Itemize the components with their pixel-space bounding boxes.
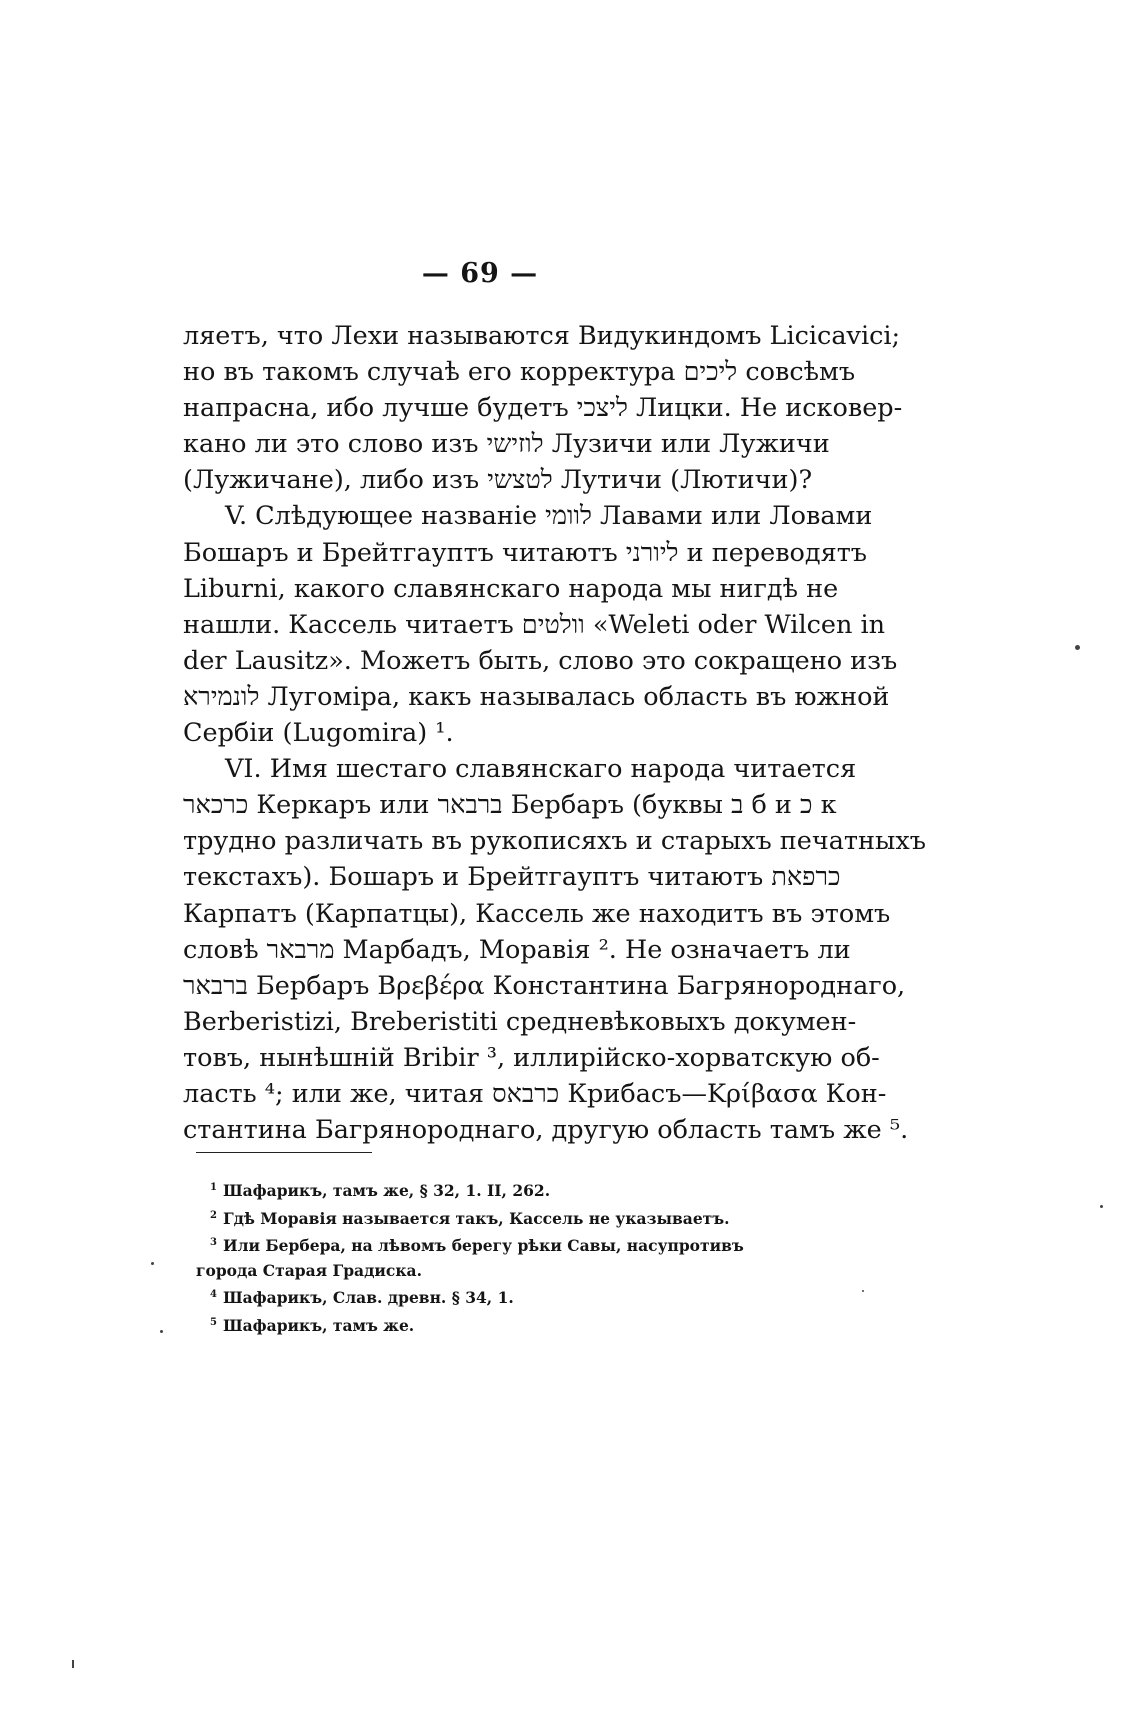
footnote-text: Шафарикъ, тамъ же, § 32, 1. II, 262. xyxy=(222,1181,551,1201)
footnote-3-continuation xyxy=(196,1259,796,1284)
footnote-mark: 3 xyxy=(210,1237,217,1249)
section-vi-heading-line: VI. Имя шестаго славянскаго народа читается xyxy=(225,754,857,785)
page-number: — 69 — xyxy=(421,258,539,289)
text-line: לונמירא Лугоміра, какъ называлась область въ южной xyxy=(183,681,890,712)
footnote-mark: 1 xyxy=(210,1182,217,1193)
text-line: стантина Багрянороднаго, другую область тамъ же ⁵. xyxy=(183,1115,909,1146)
footnote-1 xyxy=(196,1176,796,1204)
text-line: трудно различать въ рукописяхъ и старыхъ печатныхъ xyxy=(183,826,926,857)
text-line: ласть ⁴; или же, читая כרבאס Крибасъ—Κρίβασα Кон- xyxy=(183,1078,887,1109)
text-line: кано ли это слово изъ לוזישי Лузичи или Лужичи xyxy=(183,429,830,460)
scan-speck xyxy=(1075,645,1080,650)
text-line: (Лужичане), либо изъ לטצשי Лутичи (Лютичи)? xyxy=(183,465,813,496)
text-line: כרכאר Керкаръ или ברבאר Бербаръ (буквы ב б и כ к xyxy=(183,790,837,821)
text-line: Карпатъ (Карпатцы), Кассель же находитъ въ этомъ xyxy=(183,898,891,929)
text-line: но въ такомъ случаѣ его корректура ליכים совсѣмъ xyxy=(183,357,856,388)
footnote-mark: 2 xyxy=(210,1209,217,1221)
text-line: Berberistizi, Breberistiti средневѣковыхъ докумен- xyxy=(183,1006,857,1037)
footnote-text: Или Бербера, на лѣвомъ берегу рѣки Савы, насупротивъ xyxy=(222,1236,744,1256)
section-v-heading-line: V. Слѣдующее названіе לוומי Лавами или Ловами xyxy=(225,501,873,532)
footnote-mark: 5 xyxy=(210,1317,217,1329)
footnotes xyxy=(196,1176,796,1339)
text-line: Liburni, какого славянскаго народа мы нигдѣ не xyxy=(183,573,839,604)
text-line: нашли. Кассель читаетъ וולטים «Weleti oder Wilcen in xyxy=(183,609,886,640)
scan-speck xyxy=(1100,1205,1103,1208)
scan-speck xyxy=(72,1660,74,1668)
text-line: словѣ מרבאר Марбадъ, Моравія ². Не означаетъ ли xyxy=(183,934,851,965)
footnote-text: Гдѣ Моравія называется такъ, Кассель не указываетъ. xyxy=(222,1208,730,1228)
text-line: текстахъ). Бошаръ и Брейтгауптъ читаютъ כרפאת xyxy=(183,862,841,893)
footnote-mark: 4 xyxy=(210,1289,217,1301)
footnote-text: города Старая Градиска. xyxy=(196,1260,422,1280)
footnote-2 xyxy=(196,1204,796,1232)
footnote-text: Шафарикъ, тамъ же. xyxy=(222,1316,415,1336)
footnote-3 xyxy=(196,1231,796,1259)
scan-speck xyxy=(862,1290,864,1292)
footnote-divider xyxy=(196,1152,372,1153)
footnote-5 xyxy=(196,1311,796,1339)
text-line: der Lausitz». Можетъ быть, слово это сокращено изъ xyxy=(183,645,898,676)
footnote-4 xyxy=(196,1283,796,1311)
scan-speck xyxy=(151,1262,154,1265)
text-line: ברבאר Бербаръ Βρεβέρα Константина Багрянороднаго, xyxy=(183,970,906,1001)
text-line: товъ, нынѣшній Bribir ³, иллирійско-хорватскую об- xyxy=(183,1042,880,1073)
main-text xyxy=(183,318,926,1148)
text-line: Бошаръ и Брейтгауптъ читаютъ ליורני и переводятъ xyxy=(183,537,868,568)
footnote-text: Шафарикъ, Слав. древн. § 34, 1. xyxy=(222,1288,514,1308)
text-line: напрасна, ибо лучше будетъ ליצכי Лицки. Не исковер- xyxy=(183,393,903,424)
scan-speck xyxy=(160,1330,163,1333)
text-line: ляетъ, что Лехи называются Видукиндомъ Licicavici; xyxy=(183,321,901,351)
text-line: Сербіи (Lugomira) ¹. xyxy=(183,718,454,749)
